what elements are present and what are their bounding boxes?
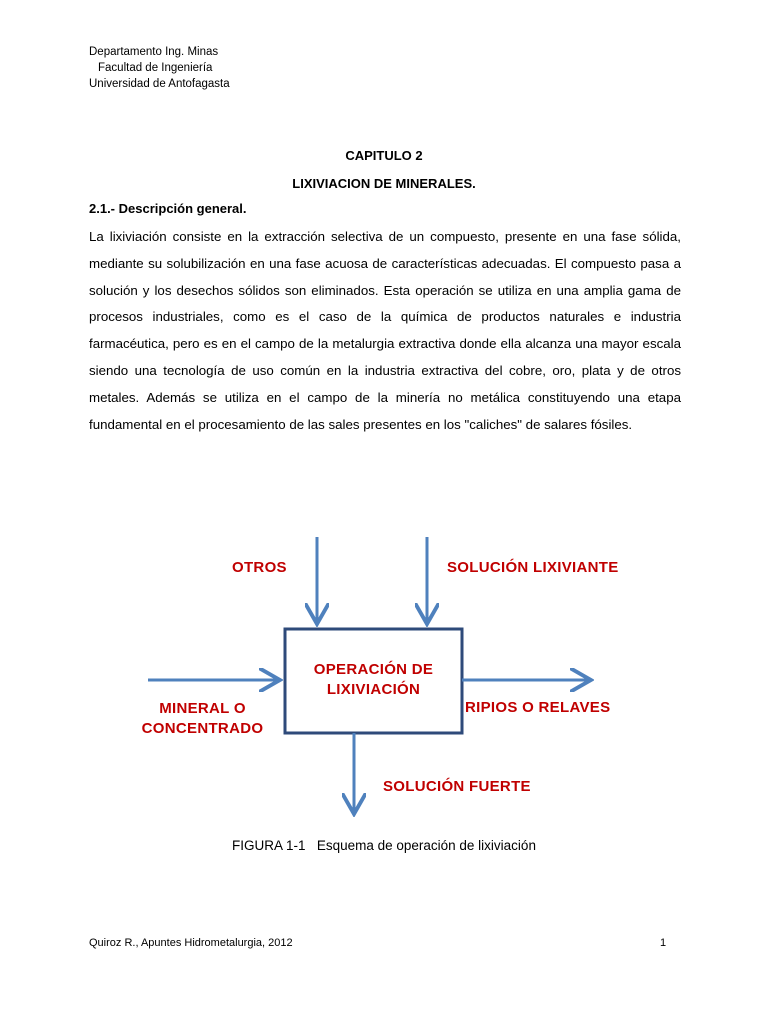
label-ripios-relaves: RIPIOS O RELAVES	[465, 699, 611, 716]
header-university: Universidad de Antofagasta	[89, 78, 230, 90]
footer-source: Quiroz R., Apuntes Hidrometalurgia, 2012	[89, 937, 293, 949]
box-label-line2: LIXIVIACIÓN	[326, 681, 421, 698]
figure-caption: FIGURA 1-1 Esquema de operación de lixiviación	[232, 838, 536, 853]
label-solucion-fuerte: SOLUCIÓN FUERTE	[383, 778, 531, 795]
page-header	[89, 44, 230, 92]
label-mineral-line2: CONCENTRADO	[141, 720, 264, 737]
paragraph-text: La lixiviación consiste en la extracción selectiva de un compuesto, presente en una fase sólida, mediante su solubilización en una fase acuosa de características adecuadas. El compuesto pasa a solución y los desechos sólidos son eliminados. Esta operación se utiliza en una amplia gama de procesos industriales, como es el caso de la química de productos naturales e industria farmacéutica, pero es en el campo de la metalurgia extractiva donde ella alcanza una mayor escala siendo una tecnología de uso común en la industria extractiva del cobre, oro, plata y de otros metales. Además se utiliza en el campo de la minería no metálica constituyendo una etapa fundamental en el procesamiento de las sales presentes en los "caliches" de salares fósiles.	[89, 229, 681, 432]
box-label	[285, 660, 462, 700]
label-mineral-line1: MINERAL O	[159, 700, 246, 717]
label-solucion-lixiviante: SOLUCIÓN LIXIVIANTE	[447, 559, 619, 576]
header-department: Departamento Ing. Minas	[89, 46, 219, 58]
section-heading: 2.1.- Descripción general.	[89, 201, 247, 216]
chapter-title: LIXIVIACION DE MINERALES.	[292, 176, 476, 191]
footer-page-number: 1	[660, 937, 667, 949]
chapter-number: CAPITULO 2	[345, 148, 423, 163]
label-otros: OTROS	[232, 559, 287, 576]
header-faculty: Facultad de Ingeniería	[98, 62, 213, 74]
body-paragraph	[89, 224, 681, 438]
label-mineral-concentrado	[130, 699, 275, 739]
box-label-line1: OPERACIÓN DE	[313, 661, 434, 678]
